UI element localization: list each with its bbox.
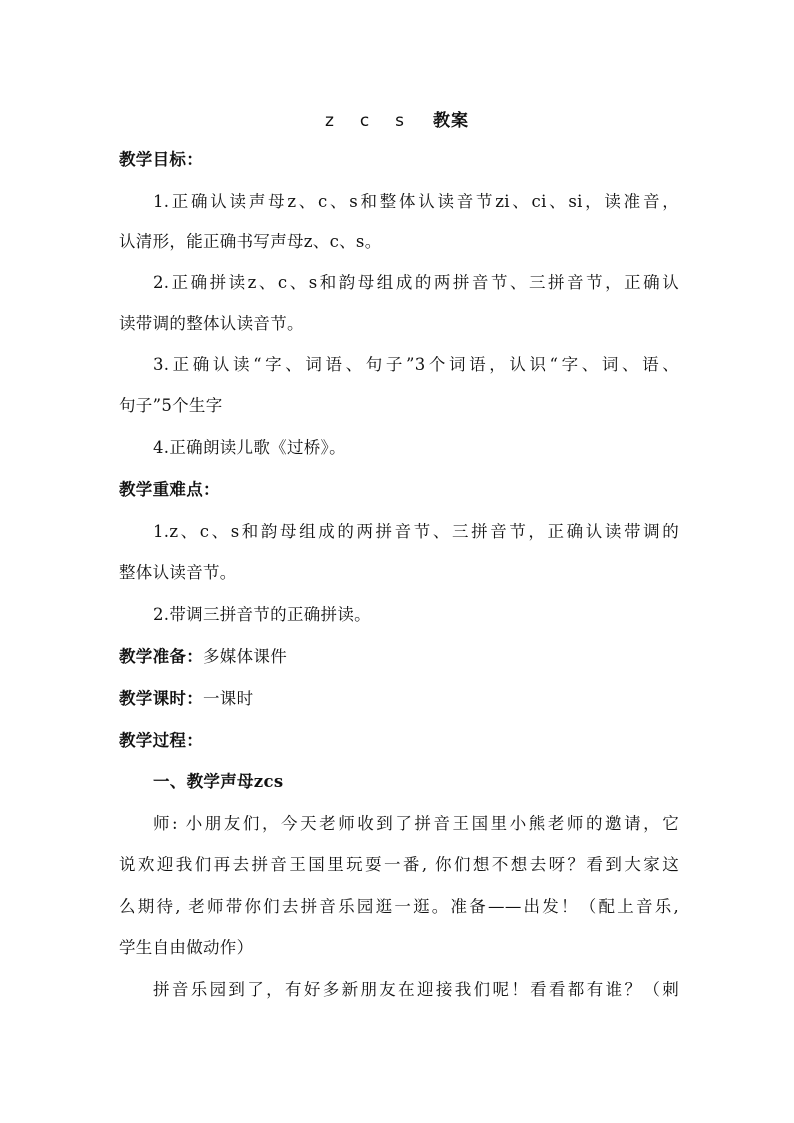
goal-3-line-2: 句子”5个生字: [119, 396, 223, 415]
prep-label: 教学准备：: [119, 647, 203, 666]
para-1-line-3: 么期待, 老师带你们去拼音乐园逛一逛。准备——出发！（配上音乐,: [119, 897, 679, 916]
goals-heading: 教学目标：: [119, 150, 203, 169]
step-1-heading: 一、教学声母zcs: [153, 772, 284, 791]
key-1-line-2: 整体认读音节。: [119, 563, 237, 582]
key-2: 2.带调三拼音节的正确拼读。: [153, 605, 371, 624]
prep-line: [119, 645, 679, 669]
para-1-line-4: 学生自由做动作）: [119, 938, 254, 957]
key-1-line-1: 1.z、c、s和韵母组成的两拼音节、三拼音节，正确认读带调的: [153, 522, 679, 541]
title-word: 教案: [432, 111, 469, 131]
goal-3-line-1: 3.正确认读“字、词语、句子”3个词语，认识“字、词、语、: [153, 355, 679, 374]
goal-1-line-2: 认清形，能正确书写声母z、c、s。: [119, 232, 382, 251]
period-label: 教学课时：: [119, 689, 203, 708]
title-letter-c: c: [359, 111, 371, 131]
document-title: [0, 106, 794, 131]
goal-2-line-2: 读带调的整体认读音节。: [119, 314, 304, 333]
para-1-line-2: 说欢迎我们再去拼音王国里玩耍一番, 你们想不想去呀？看到大家这: [119, 855, 679, 874]
goal-1-line-1: 1.正确认读声母z、c、s和整体认读音节zi、ci、si，读准音，: [153, 192, 679, 211]
prep-value: 多媒体课件: [203, 647, 287, 666]
title-letter-s: s: [395, 111, 406, 131]
goal-4: 4.正确朗读儿歌《过桥》。: [153, 438, 346, 457]
goal-2-line-1: 2.正确拼读z、c、s和韵母组成的两拼音节、三拼音节，正确认: [153, 273, 679, 292]
period-value: 一课时: [203, 689, 254, 708]
process-heading: 教学过程：: [119, 731, 203, 750]
title-letter-z: z: [325, 111, 335, 131]
keypoints-heading: 教学重难点：: [119, 480, 220, 499]
period-line: [119, 687, 679, 711]
para-2-line-1: 拼音乐园到了，有好多新朋友在迎接我们呢！看看都有谁？（刺: [153, 980, 679, 999]
para-1-line-1: 师: 小朋友们，今天老师收到了拼音王国里小熊老师的邀请，它: [153, 814, 679, 833]
